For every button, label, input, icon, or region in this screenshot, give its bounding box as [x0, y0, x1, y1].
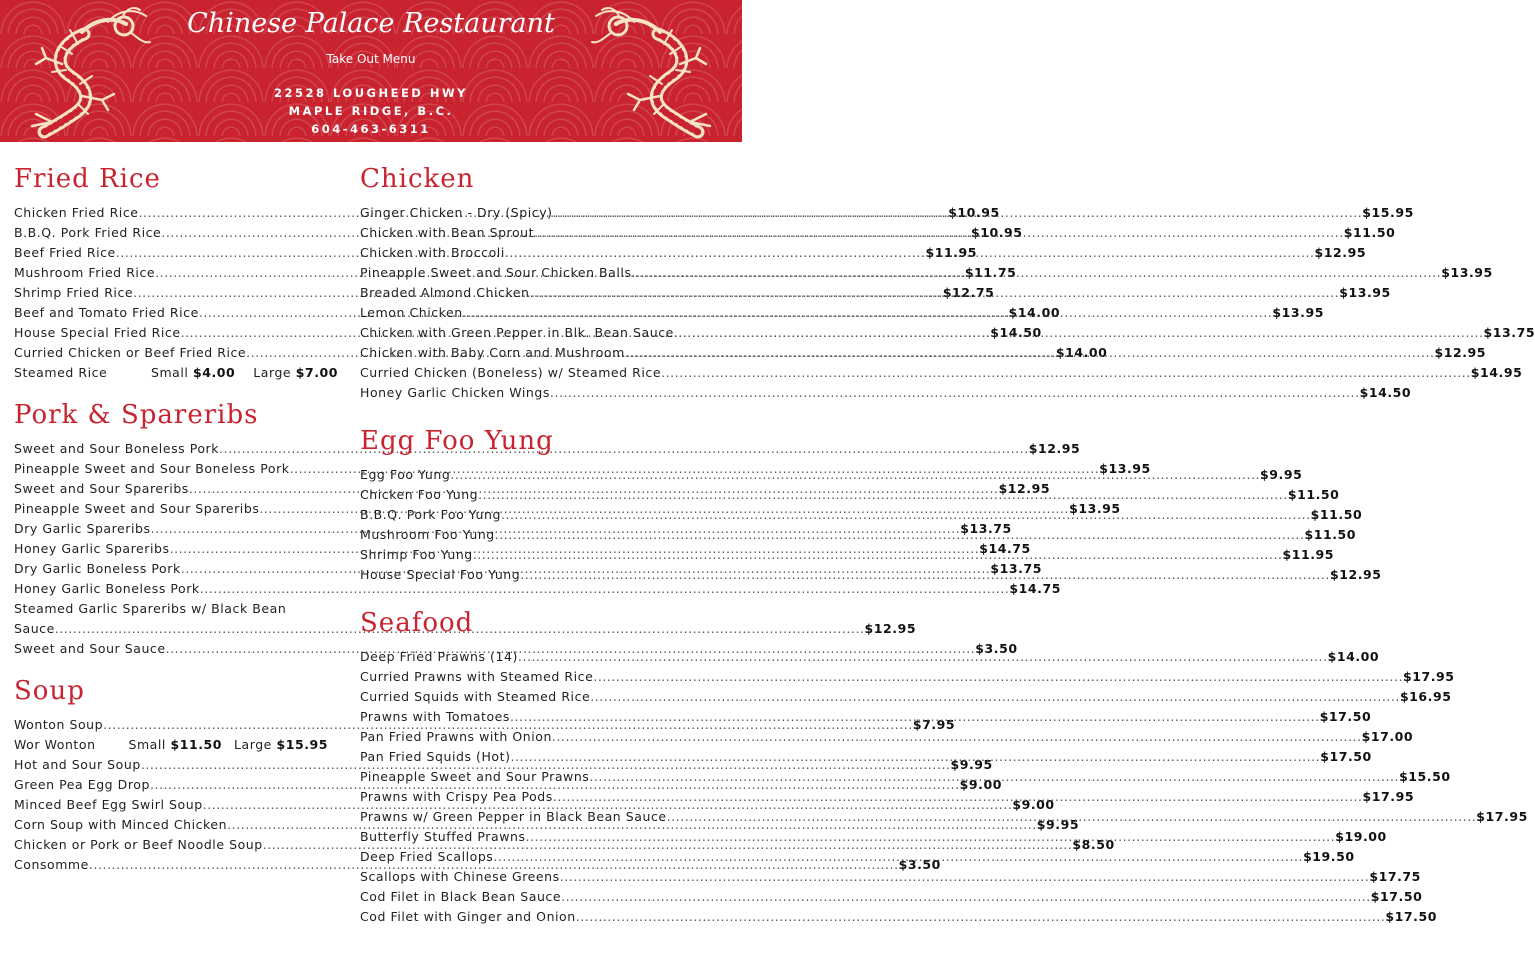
item-price: $11.95	[1282, 547, 1335, 562]
menu-item-sized	[14, 363, 338, 383]
item-price: $16.95	[1399, 689, 1452, 704]
item-price: $11.50	[1287, 487, 1340, 502]
item-name: Chicken with Baby Corn and Mushroom	[360, 345, 625, 360]
item-price: $17.75	[1369, 869, 1421, 884]
item-price: $9.95	[950, 757, 993, 772]
item-name: Scallops with Chinese Greens	[360, 869, 560, 884]
item-name: Mushroom Foo Yung	[360, 527, 495, 542]
menu-item	[14, 579, 1061, 599]
item-price: $13.95	[1099, 461, 1151, 476]
restaurant-name: Chinese Palace Restaurant	[187, 8, 555, 39]
item-price: $3.50	[898, 857, 941, 872]
item-name: Corn Soup with Minced Chicken	[14, 817, 228, 832]
menu-header	[0, 0, 742, 142]
item-name: Dry Garlic Boneless Pork	[14, 561, 181, 576]
item-price: $17.95	[1476, 809, 1528, 824]
item-name: Deep Fried Scallops	[360, 849, 494, 864]
item-name: Sweet and Sour Boneless Pork	[14, 441, 220, 456]
item-name: Minced Beef Egg Swirl Soup	[14, 797, 203, 812]
item-name: Prawns with Tomatoes	[360, 709, 510, 724]
item-price: $4.00	[192, 365, 236, 380]
item-name: Prawns with Crispy Pea Pods	[360, 789, 553, 804]
item-name: Honey Garlic Boneless Pork	[14, 581, 200, 596]
item-name: House Special Fried Rice	[14, 325, 181, 340]
item-name: Chicken or Pork or Beef Noodle Soup	[14, 837, 263, 852]
item-price: $11.50	[170, 737, 222, 752]
address-block	[0, 84, 742, 138]
item-price: $13.75	[1483, 325, 1535, 340]
item-name: Deep Fried Prawns (14)	[360, 649, 518, 664]
menu-subtitle: Take Out Menu	[326, 52, 416, 66]
item-price: $12.75	[942, 285, 995, 300]
item-price: $7.95	[912, 717, 956, 732]
item-price: $13.95	[1272, 305, 1324, 320]
item-price: $13.75	[990, 561, 1042, 576]
item-name: Chicken Fried Rice	[14, 205, 139, 220]
section-title: Chicken	[360, 164, 475, 194]
item-price: $13.75	[960, 521, 1012, 536]
section-title: Fried Rice	[14, 164, 161, 194]
item-name: Egg Foo Yung	[360, 467, 451, 482]
item-name: B.B.Q. Pork Foo Yung	[360, 507, 501, 522]
item-price: $11.50	[1304, 527, 1357, 542]
item-name: Sweet and Sour Spareribs	[14, 481, 189, 496]
item-name: Hot and Sour Soup	[14, 757, 141, 772]
item-name: Pan Fried Prawns with Onion	[360, 729, 552, 744]
item-price: $11.95	[925, 245, 978, 260]
size-small: Small $11.50	[128, 737, 222, 752]
item-name: Sweet and Sour Sauce	[14, 641, 166, 656]
item-name: Cod Filet in Black Bean Sauce	[360, 889, 562, 904]
item-price: $10.95	[970, 225, 1023, 240]
item-name: Honey Garlic Chicken Wings	[360, 385, 550, 400]
item-price: $12.95	[1329, 567, 1382, 582]
item-price: $17.95	[1362, 789, 1415, 804]
item-price: $19.00	[1335, 829, 1387, 844]
item-price: $9.95	[1036, 817, 1080, 832]
item-price: $9.00	[1012, 797, 1055, 812]
item-price: $14.75	[979, 541, 1031, 556]
item-price: $7.00	[295, 365, 338, 380]
menu-item-sized	[14, 735, 328, 755]
menu-item	[360, 363, 1523, 383]
item-price: $14.95	[1470, 365, 1523, 380]
item-price: $17.50	[1320, 749, 1372, 764]
item-name: Chicken Foo Yung	[360, 487, 479, 502]
item-name: Curried Squids with Steamed Rice	[360, 689, 591, 704]
item-name: Dry Garlic Spareribs	[14, 521, 151, 536]
menu-item	[360, 687, 1452, 707]
menu-item	[360, 667, 1455, 687]
item-price: $11.50	[1310, 507, 1363, 522]
item-price: $19.50	[1303, 849, 1355, 864]
item-price: $3.50	[975, 641, 1018, 656]
size-large: Large $15.95	[234, 737, 328, 752]
section-title: Pork & Spareribs	[14, 400, 259, 430]
menu-item	[360, 907, 1437, 927]
address-street: 22528 LOUGHEED HWY	[273, 86, 468, 100]
menu-item	[360, 727, 1414, 747]
item-name: Prawns w/ Green Pepper in Black Bean Sauce	[360, 809, 667, 824]
item-price: $15.95	[276, 737, 328, 752]
item-name: Chicken with Broccoli	[360, 245, 505, 260]
item-name: Mushroom Fried Rice	[14, 265, 156, 280]
section-title: Egg Foo Yung	[360, 426, 554, 456]
item-name: Chicken with Green Pepper in Blk. Bean Sauce	[360, 325, 674, 340]
item-price: $13.95	[1069, 501, 1121, 516]
item-name: Lemon Chicken	[360, 305, 463, 320]
item-price: $13.95	[1441, 265, 1493, 280]
item-price: $14.00	[1055, 345, 1108, 360]
item-name: Pineapple Sweet and Sour Prawns	[360, 769, 590, 784]
item-price: $15.95	[1362, 205, 1414, 220]
item-price: $14.00	[1008, 305, 1061, 320]
item-price: $14.75	[1009, 581, 1061, 596]
item-name: Wor Wonton	[14, 737, 96, 752]
item-name: Curried Prawns with Steamed Rice	[360, 669, 594, 684]
item-price: $14.50	[990, 325, 1042, 340]
menu-item	[360, 867, 1421, 887]
item-name: Beef Fried Rice	[14, 245, 116, 260]
item-name: Shrimp Foo Yung	[360, 547, 473, 562]
item-name: Sauce	[14, 621, 55, 636]
item-name: Cod Filet with Ginger and Onion	[360, 909, 576, 924]
item-price: $12.95	[1028, 441, 1081, 456]
item-name: Curried Chicken or Beef Fried Rice	[14, 345, 247, 360]
item-name: B.B.Q. Pork Fried Rice	[14, 225, 162, 240]
item-price: $9.95	[1260, 467, 1303, 482]
item-name: Consomme	[14, 857, 89, 872]
item-name: Honey Garlic Spareribs	[14, 541, 170, 556]
item-price: $10.95	[948, 205, 1000, 220]
item-name: Chicken with Bean Sprout	[360, 225, 535, 240]
item-name: Breaded Almond Chicken	[360, 285, 530, 300]
item-price: $17.00	[1361, 729, 1414, 744]
section-title: Seafood	[360, 608, 474, 638]
item-name-line: Steamed Garlic Spareribs w/ Black Bean	[14, 601, 287, 616]
item-price: $13.95	[1339, 285, 1391, 300]
item-name: Curried Chicken (Boneless) w/ Steamed Rice	[360, 365, 662, 380]
item-price: $8.50	[1072, 837, 1115, 852]
item-price: $9.00	[959, 777, 1002, 792]
item-name: House Special Foo Yung	[360, 567, 521, 582]
item-price: $11.50	[1343, 225, 1396, 240]
item-price: $15.50	[1399, 769, 1451, 784]
item-price: $17.50	[1385, 909, 1437, 924]
item-name: Pineapple Sweet and Sour Chicken Balls	[360, 265, 632, 280]
item-price: $14.00	[1327, 649, 1380, 664]
item-name: Wonton Soup	[14, 717, 104, 732]
item-price: $12.95	[864, 621, 917, 636]
item-name: Shrimp Fried Rice	[14, 285, 134, 300]
item-price: $17.95	[1403, 669, 1455, 684]
item-name: Pineapple Sweet and Sour Boneless Pork	[14, 461, 290, 476]
item-price: $12.95	[998, 481, 1051, 496]
item-name: Steamed Rice	[14, 365, 108, 380]
item-price: $17.50	[1370, 889, 1423, 904]
address-city: MAPLE RIDGE, B.C.	[288, 104, 454, 118]
item-price: $12.95	[1314, 245, 1367, 260]
item-name: Pan Fried Squids (Hot)	[360, 749, 511, 764]
item-name: Green Pea Egg Drop	[14, 777, 150, 792]
menu-item	[360, 383, 1412, 403]
size-large: Large $7.00	[253, 365, 338, 380]
section-title: Soup	[14, 676, 85, 706]
menu-item	[360, 887, 1423, 907]
item-name: Pineapple Sweet and Sour Spareribs	[14, 501, 260, 516]
item-name: Butterfly Stuffed Prawns	[360, 829, 526, 844]
item-price: $17.50	[1319, 709, 1372, 724]
item-name: Beef and Tomato Fried Rice	[14, 305, 199, 320]
phone-number: 604-463-6311	[311, 122, 431, 136]
item-price: $14.50	[1359, 385, 1412, 400]
item-price: $12.95	[1434, 345, 1487, 360]
item-name: Ginger Chicken - Dry (Spicy)	[360, 205, 553, 220]
size-small: Small $4.00	[150, 365, 236, 380]
item-price: $11.75	[964, 265, 1017, 280]
